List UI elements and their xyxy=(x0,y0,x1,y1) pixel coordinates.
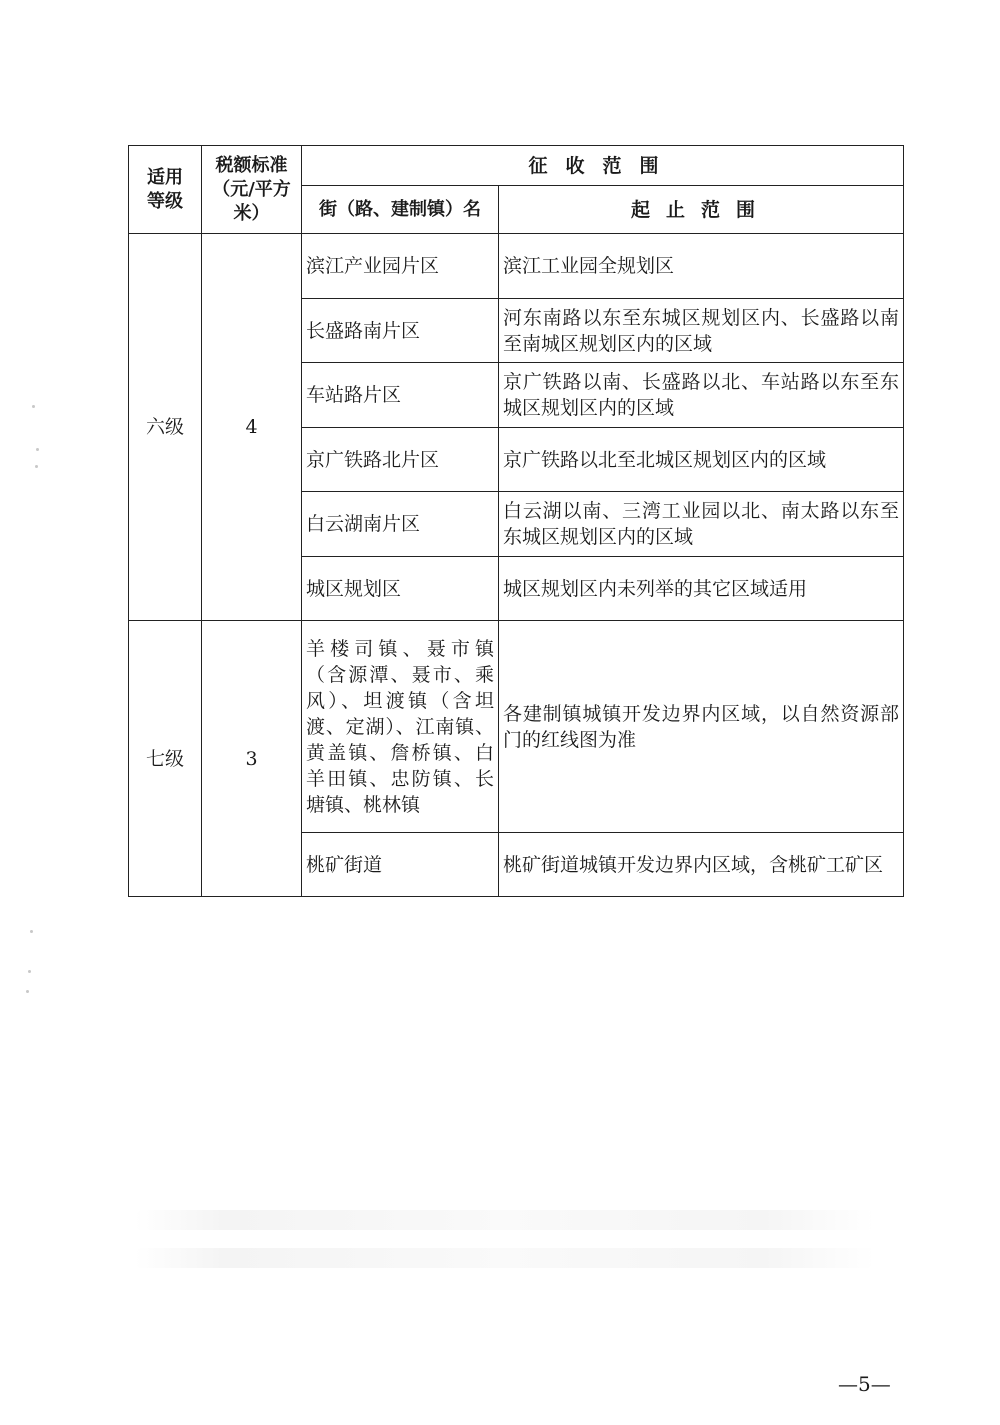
range-cell: 桃矿街道城镇开发边界内区域，含桃矿工矿区 xyxy=(499,833,904,897)
level-cell: 七级 xyxy=(129,621,202,897)
scan-bleed-through xyxy=(135,1248,875,1268)
street-cell: 羊楼司镇、聂市镇（含源潭、聂市、乘风）、坦渡镇（含坦渡、定湖）、江南镇、黄盖镇、詹桥镇、白羊田镇、忠防镇、长塘镇、桃林镇 xyxy=(302,621,499,833)
rate-cell: 4 xyxy=(202,234,302,621)
table-row xyxy=(129,234,904,299)
scan-speck xyxy=(30,930,33,933)
table-row xyxy=(129,621,904,833)
scan-speck xyxy=(28,970,31,973)
street-cell: 城区规划区 xyxy=(302,557,499,621)
level-cell: 六级 xyxy=(129,234,202,621)
scan-speck xyxy=(26,990,29,993)
range-cell: 京广铁路以北至北城区规划区内的区域 xyxy=(499,428,904,492)
street-cell: 长盛路南片区 xyxy=(302,299,499,363)
header-level-text: 适用 等级 xyxy=(147,166,183,212)
page-number: —5— xyxy=(838,1372,891,1396)
scan-speck xyxy=(35,465,38,468)
scan-speck xyxy=(32,405,35,408)
scan-bleed-through xyxy=(135,1210,875,1230)
header-rate-text: 税额标准 （元/平方 米） xyxy=(212,154,291,224)
range-cell: 京广铁路以南、长盛路以北、车站路以东至东城区规划区内的区域 xyxy=(499,363,904,428)
header-range xyxy=(499,186,904,234)
range-cell: 城区规划区内未列举的其它区域适用 xyxy=(499,557,904,621)
header-range-text: 起止范围 xyxy=(631,198,772,221)
range-cell: 河东南路以东至东城区规划区内、长盛路以南至南城区规划区内的区域 xyxy=(499,299,904,363)
header-scope-text: 征收范围 xyxy=(528,154,677,177)
tax-rate-table xyxy=(128,145,904,897)
rate-cell: 3 xyxy=(202,621,302,897)
range-cell: 各建制镇城镇开发边界内区域，以自然资源部门的红线图为准 xyxy=(499,621,904,833)
range-cell: 白云湖以南、三湾工业园以北、南太路以东至东城区规划区内的区域 xyxy=(499,492,904,557)
header-street-text: 街（路、建制镇）名 xyxy=(319,198,481,220)
street-cell: 车站路片区 xyxy=(302,363,499,428)
header-scope xyxy=(302,146,904,186)
header-level xyxy=(129,146,202,234)
header-rate xyxy=(202,146,302,234)
scan-speck xyxy=(36,448,39,451)
street-cell: 白云湖南片区 xyxy=(302,492,499,557)
street-cell: 滨江产业园片区 xyxy=(302,234,499,299)
header-street xyxy=(302,186,499,234)
range-cell: 滨江工业园全规划区 xyxy=(499,234,904,299)
street-cell: 京广铁路北片区 xyxy=(302,428,499,492)
street-cell: 桃矿街道 xyxy=(302,833,499,897)
